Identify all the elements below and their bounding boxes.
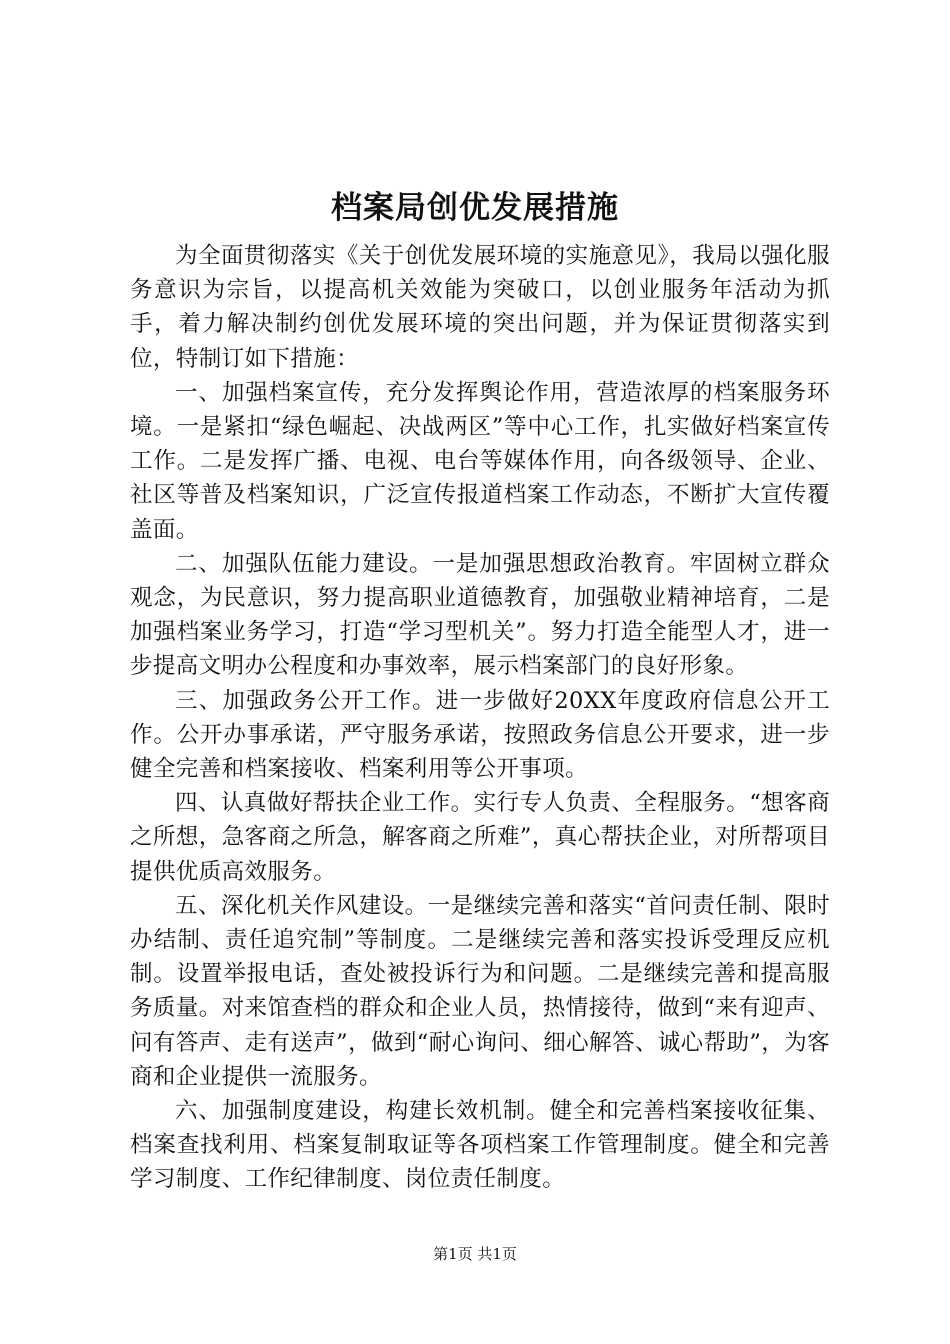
measure-paragraph-3: 三、加强政务公开工作。进一步做好20XX年度政府信息公开工作。公开办事承诺，严守服务承诺，按照政务信息公开要求，进一步健全完善和档案接收、档案利用等公开事项。 [130,687,830,783]
page-title: 档案局创优发展措施 [331,190,619,226]
measure-paragraph-4: 四、认真做好帮扶企业工作。实行专人负责、全程服务。“想客商之所想，急客商之所急，解客商之所难”，真心帮扶企业，对所帮项目提供优质高效服务。 [130,790,830,885]
measure-paragraph-2: 二、加强队伍能力建设。一是加强思想政治教育。牢固树立群众观念，为民意识，努力提高职业道德教育，加强敬业精神培育，二是加强档案业务学习，打造“学习型机关”。努力打造全能型人才，进一步提高文明办公程度和办事效率，展示档案部门的良好形象。 [130,550,830,680]
page-footer: 第1页 共1页 [433,1245,517,1263]
measure-paragraph-1: 一、加强档案宣传，充分发挥舆论作用，营造浓厚的档案服务环境。一是紧扣“绿色崛起、决战两区”等中心工作，扎实做好档案宣传工作。二是发挥广播、电视、电台等媒体作用，向各级领导、企业、社区等普及档案知识，广泛宣传报道档案工作动态，不断扩大宣传覆盖面。 [130,379,830,543]
measure-paragraph-5: 五、深化机关作风建设。一是继续完善和落实“首问责任制、限时办结制、责任追究制”等制度。二是继续完善和落实投诉受理反应机制。设置举报电话，查处被投诉行为和问题。二是继续完善和提高服务质量。对来馆查档的群众和企业人员，热情接待，做到“来有迎声、问有答声、走有送声”，做到“耐心询问、细心解答、诚心帮助”，为客商和企业提供一流服务。 [130,892,830,1090]
document-body [130,239,830,1197]
intro-paragraph: 为全面贯彻落实《关于创优发展环境的实施意见》，我局以强化服务意识为宗旨，以提高机关效能为突破口，以创业服务年活动为抓手，着力解决制约创优发展环境的突出问题，并为保证贯彻落实到位，特制订如下措施： [130,243,830,372]
measure-paragraph-6: 六、加强制度建设，构建长效机制。健全和完善档案接收征集、档案查找利用、档案复制取证等各项档案工作管理制度。健全和完善学习制度、工作纪律制度、岗位责任制度。 [130,1098,830,1193]
